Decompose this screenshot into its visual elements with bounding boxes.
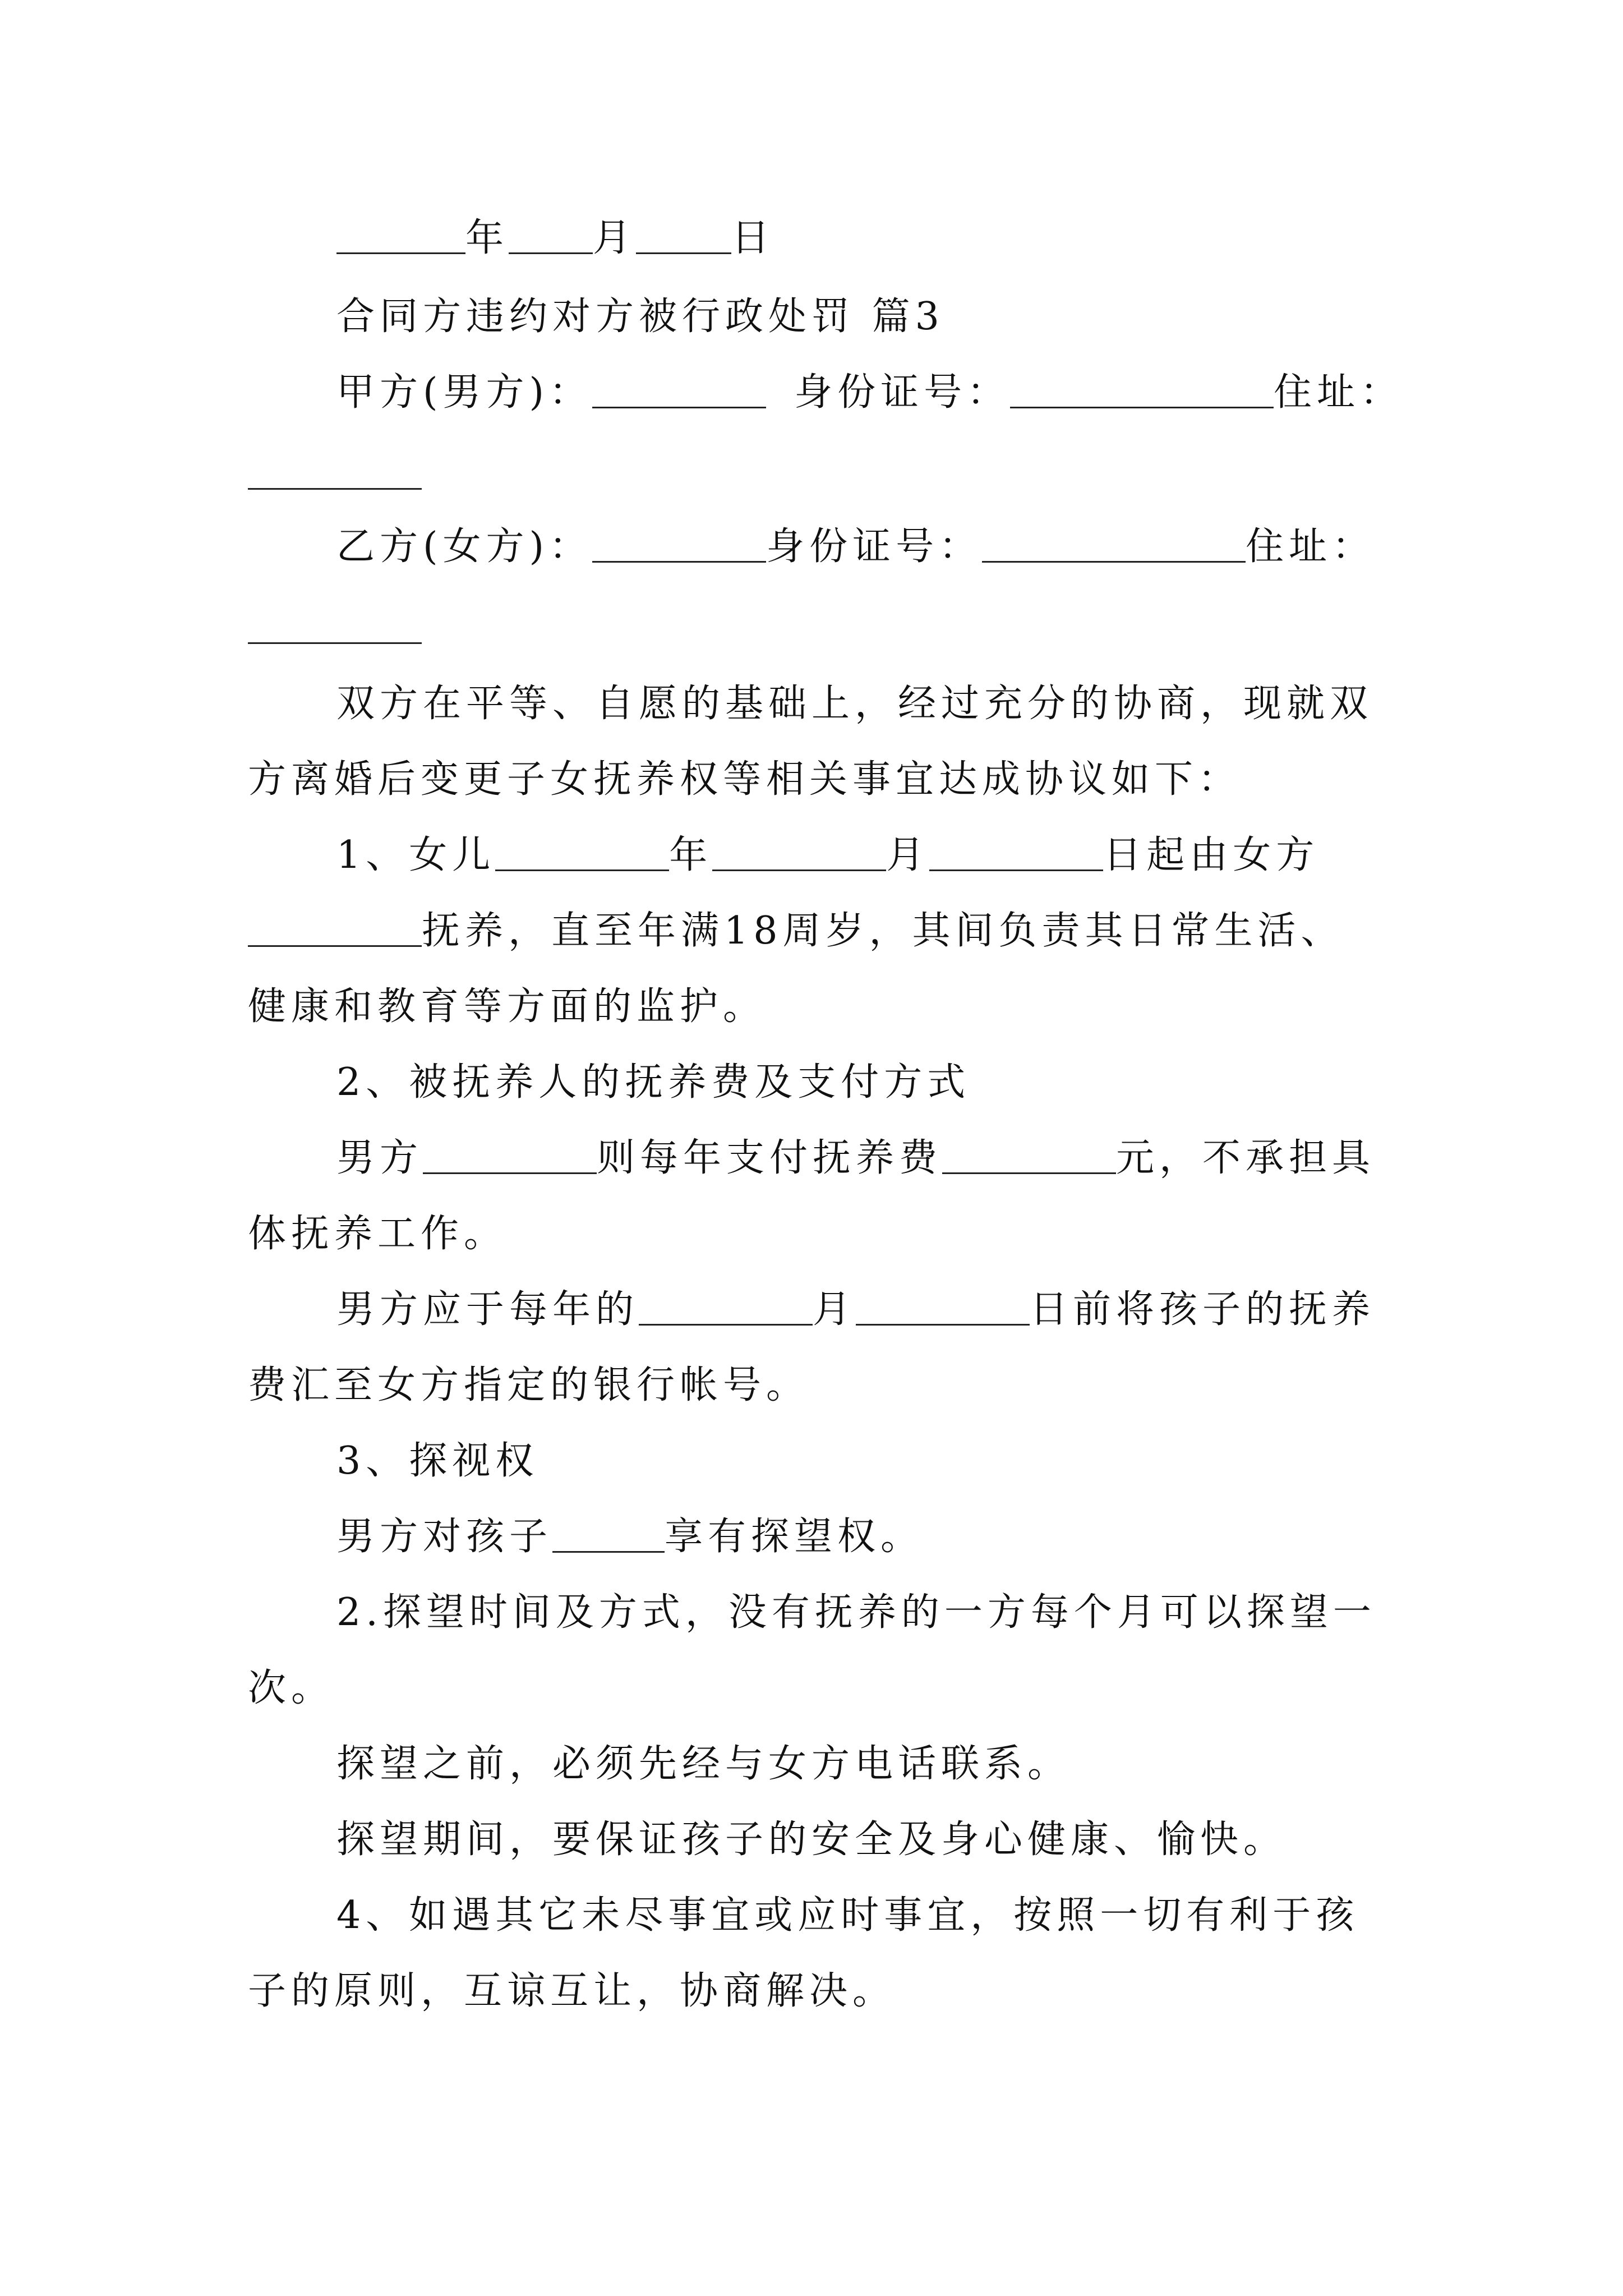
item1-year: 年 — [669, 833, 713, 877]
item2-p1-c: 元，不承担具 — [1116, 1136, 1376, 1180]
item2-p2-line-2: 费汇至女方指定的银行帐号。 — [248, 1363, 810, 1407]
item4-line-2: 子的原则，互谅互让，协商解决。 — [248, 1969, 896, 2013]
item1-guardian-blank — [248, 912, 422, 947]
item4-line-1: 4、如遇其它未尽事宜或应时事宜，按照一切有利于孩 — [336, 1893, 1359, 1938]
section-title: 合同方违约对方被行政处罚 篇3 — [336, 295, 944, 339]
item1-day-from: 日起由女方 — [1103, 833, 1320, 877]
party-a-address-blank — [248, 488, 422, 490]
party-b-label: 乙方(女方)： — [336, 524, 593, 569]
item3-p1-a: 男方对孩子 — [336, 1515, 553, 1559]
day-blank — [636, 219, 731, 254]
item3-p1 — [336, 1509, 1381, 1565]
item1-line-2 — [248, 903, 1381, 959]
party-a-name-blank — [592, 373, 766, 408]
year-label: 年 — [465, 216, 509, 260]
item1-month: 月 — [886, 833, 930, 877]
item1-line-1 — [336, 827, 1381, 884]
item3-heading: 3、探视权 — [336, 1439, 539, 1483]
item2-p1-b: 则每年支付抚养费 — [597, 1136, 943, 1180]
item1-day-blank — [929, 836, 1103, 871]
item3-p1-b: 享有探望权。 — [665, 1515, 924, 1559]
date-line — [336, 210, 1381, 266]
item2-fee-blank — [942, 1139, 1116, 1174]
item2-month-blank — [639, 1290, 813, 1326]
party-a-id-label: 身份证号： — [794, 370, 1011, 415]
item3-p3: 探望之前，必须先经与女方电话联系。 — [336, 1742, 1071, 1786]
item1-line2-text: 抚养，直至年满18周岁，其间负责其日常生活、 — [422, 909, 1344, 953]
party-b-id-blank — [982, 527, 1246, 563]
day-label: 日 — [731, 216, 775, 260]
item1-prefix: 1、女儿 — [336, 833, 496, 877]
item1-line-3: 健康和教育等方面的监护。 — [248, 984, 767, 1029]
party-a-line — [336, 365, 1404, 421]
item2-p2-a: 男方应于每年的 — [336, 1287, 639, 1332]
intro-line-1: 双方在平等、自愿的基础上，经过充分的协商，现就双 — [336, 682, 1373, 726]
year-blank — [336, 219, 465, 254]
party-a-label: 甲方(男方)： — [336, 370, 593, 415]
party-b-address-blank — [248, 642, 422, 644]
item3-visit-blank — [552, 1517, 665, 1553]
item2-p1-line-1 — [336, 1130, 1381, 1186]
month-label: 月 — [593, 216, 637, 260]
item3-p4: 探望期间，要保证孩子的安全及身心健康、愉快。 — [336, 1818, 1287, 1862]
party-a-address-label: 住址： — [1274, 370, 1404, 415]
party-b-address-label: 住址： — [1246, 524, 1376, 569]
month-blank — [509, 219, 593, 254]
party-b-line — [336, 519, 1381, 575]
item2-p2-c: 日前将孩子的抚养 — [1030, 1287, 1376, 1332]
item2-p2-b: 月 — [813, 1287, 856, 1332]
item2-heading: 2、被抚养人的抚养费及支付方式 — [336, 1060, 971, 1105]
party-b-id-label: 身份证号： — [766, 524, 983, 569]
item1-year-blank — [495, 836, 669, 871]
item3-p2-line-2: 次。 — [248, 1666, 335, 1710]
item1-month-blank — [712, 836, 886, 871]
item2-p1-a: 男方 — [336, 1136, 423, 1180]
item2-p1-blank-1 — [423, 1139, 597, 1174]
item2-p2-line-1 — [336, 1282, 1381, 1338]
party-a-id-blank — [1010, 373, 1274, 408]
item3-p2-line-1: 2.探望时间及方式，没有抚养的一方每个月可以探望一 — [336, 1590, 1376, 1635]
party-b-name-blank — [592, 527, 766, 563]
intro-line-2: 方离婚后变更子女抚养权等相关事宜达成协议如下： — [248, 757, 1242, 802]
item2-day-blank — [856, 1290, 1030, 1326]
item2-p1-line-2: 体抚养工作。 — [248, 1212, 508, 1256]
